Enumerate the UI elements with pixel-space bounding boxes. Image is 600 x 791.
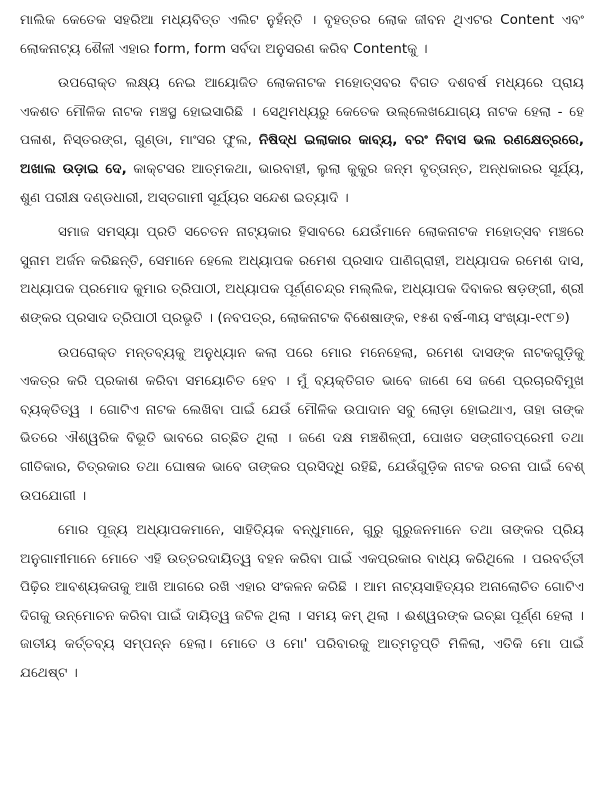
paragraph-1	[20, 6, 584, 63]
paragraph-4	[20, 339, 584, 511]
paragraph-5	[20, 516, 584, 688]
paragraph-2	[20, 69, 584, 212]
paragraph-2-text-a: ଉପରୋକ୍ତ ଲକ୍ଷ୍ୟ ନେଇ ଆୟୋଜିତ ଲୋକନାଟକ ମହୋତ୍ସବର ବିଗତ ଦଶବର୍ଷ ମଧ୍ୟରେ ପ୍ରାୟ ଏକଶତ ମୌଳିକ ନାଟକ ମଞ୍ଚସ୍ଥ ହୋଇସାରିଛି । ସେଥିମଧ୍ୟରୁ କେତେକ ଉଲ୍ଲେଖଯୋଗ୍ୟ ନାଟକ ହେଲା - ହେ ପଳାଶ, ନିସ୍ତରଙ୍ଗ, ଗୁଣ୍ଡା, ମାଂସର ଫୁଲ,	[20, 75, 584, 149]
paragraph-1-text: ମାଲିକ କେତେକ ସହରିଆ ମଧ୍ୟବିତ୍ତ ଏଲିଟ ନୁହଁନ୍ତି । ବୃହତ୍ତର ଲୋକ ଜୀବନ ଥିଏଟର Content ଏବଂ ଲୋକନାଟ୍ୟ ଶୈଳୀ ଏହାର form, form ସର୍ବଦା ଅନୁସରଣ କରିବ Contentକୁ ।	[20, 12, 584, 57]
paragraph-3-text: ସମାଜ ସମସ୍ୟା ପ୍ରତି ସଚେତନ ନାଟ୍ୟକାର ହିସାବରେ ଯେଉଁମାନେ ଲୋକନାଟକ ମହୋତ୍ସବ ମଞ୍ଚରେ ସୁନାମ ଅର୍ଜନ କରିଛନ୍ତି, ସେମାନେ ହେଲେ ଅଧ୍ୟାପକ ରମେଶ ପ୍ରସାଦ ପାଣିଗ୍ରାହୀ, ଅଧ୍ୟାପକ ରମେଶ ଦାସ, ଅଧ୍ୟାପକ ପ୍ରମୋଦ କୁମାର ତ୍ରିପାଠୀ, ଅଧ୍ୟାପକ ପୂର୍ଣ୍ଣଚନ୍ଦ୍ର ମଲ୍ଲିକ, ଅଧ୍ୟାପକ ଦିବାକର ଷଡ଼ଙ୍ଗୀ, ଶ୍ରୀ ଶଙ୍କର ପ୍ରସାଦ ତ୍ରିପାଠୀ ପ୍ରଭୃତି । (ନବପତ୍ର, ଲୋକନାଟକ ବିଶେଷାଙ୍କ, ୧୫ଶ ବର୍ଷ-୩ୟ ସଂଖ୍ୟା-୧୯୮୭)	[20, 224, 584, 326]
paragraph-5-text: ମୋର ପୂଜ୍ୟ ଅଧ୍ୟାପକମାନେ, ସାହିତ୍ୟିକ ବନ୍ଧୁମାନେ, ଗୁରୁ ଗୁରୁଜନମାନେ ତଥା ତାଙ୍କର ପ୍ରିୟ ଅନୁଗାମୀମାନେ ମୋତେ ଏହି ଉତ୍ତରଦାୟିତ୍ୱ ବହନ କରିବା ପାଇଁ ଏକପ୍ରକାର ବାଧ୍ୟ କରିଥିଲେ । ପରବର୍ତ୍ତୀ ପିଢ଼ିର ଆବଶ୍ୟକତାକୁ ଆଖି ଆଗରେ ରଖି ଏହାର ସଂକଳନ କରିଛି । ଆମ ନାଟ୍ୟସାହିତ୍ୟର ଅନାଲୋଚିତ ଗୋଟିଏ ଦିଗକୁ ଉନ୍ମୋଚନ କରିବା ପାଇଁ ଦାୟିତ୍ୱ ଜଟିଳ ଥିଲା । ସମୟ କମ୍ ଥିଲା । ଈଶ୍ୱରଙ୍କ ଇଚ୍ଛା ପୂର୍ଣ୍ଣ ହେଲା । ଜାତୀୟ କର୍ତ୍ତବ୍ୟ ସମ୍ପନ୍ନ ହେଲା। ମୋତେ ଓ ମୋ' ପରିବାରକୁ ଆତ୍ମତୃପ୍ତି ମିଳିଲା, ଏତିକି ମୋ ପାଇଁ ଯଥେଷ୍ଟ ।	[20, 522, 584, 682]
paragraph-2-bold-titles: ନିଷିଦ୍ଧ ଇଲାକାର କାବ୍ୟ, ବରଂ ନିବାସ ଭଲ ରଣକ୍ଷେତ୍ରରେ, ଅଖାଲ ଉଡ଼ାଇ ଦେ,	[20, 132, 585, 177]
paragraph-3	[20, 218, 584, 332]
paragraph-2-text-b: କାକ୍ଟସର ଆତ୍ମକଥା, ଭାରବାହୀ, ଲୁଲା କୁକୁର ଜନ୍ମ ବୃତ୍ତାନ୍ତ, ଅନ୍ଧକାରର ସୂର୍ଯ୍ୟ, ଶୁଣ ପରୀକ୍ଷ ଦଣ୍ଡଧାରୀ, ଅସ୍ତଗାମୀ ସୂର୍ଯ୍ୟର ସନ୍ଦେଶ ଇତ୍ୟାଦି ।	[20, 160, 584, 206]
paragraph-4-text: ଉପରୋକ୍ତ ମନ୍ତବ୍ୟକୁ ଅନୁଧ୍ୟାନ କଲା ପରେ ମୋର ମନେହେଲା, ରମେଶ ଦାସଙ୍କ ନାଟକଗୁଡ଼ିକୁ ଏକତ୍ର କରି ପ୍ରକାଶ କରିବା ସମୟୋଚିତ ହେବ । ମୁଁ ବ୍ୟକ୍ତିଗତ ଭାବେ ଜାଣେ ସେ ଜଣେ ପ୍ରଚାରବିମୁଖ ବ୍ୟକ୍ତିତ୍ୱ । ଗୋଟିଏ ନାଟକ ଲେଖିବା ପାଇଁ ଯେଉଁ ମୌଳିକ ଉପାଦାନ ସବୁ ଲୋଡ଼ା ହୋଇଥାଏ, ତାହା ତାଙ୍କ ଭିତରେ ଐଶ୍ୱରିକ ବିଭୂତି ଭାବରେ ଗଚ୍ଛିତ ଥିଲା । ଜଣେ ଦକ୍ଷ ମଞ୍ଚଶିଳ୍ପୀ, ପୋଖତ ସଙ୍ଗୀତପ୍ରେମୀ ତଥା ଗୀତିକାର, ଚିତ୍ରକାର ତଥା ଘୋଷକ ଭାବେ ତାଙ୍କର ପ୍ରସିଦ୍ଧି ରହିଛି, ଯେଉଁଗୁଡ଼ିକ ନାଟକ ରଚନା ପାଇଁ ବେଶ୍ ଉପଯୋଗୀ ।	[20, 344, 584, 504]
